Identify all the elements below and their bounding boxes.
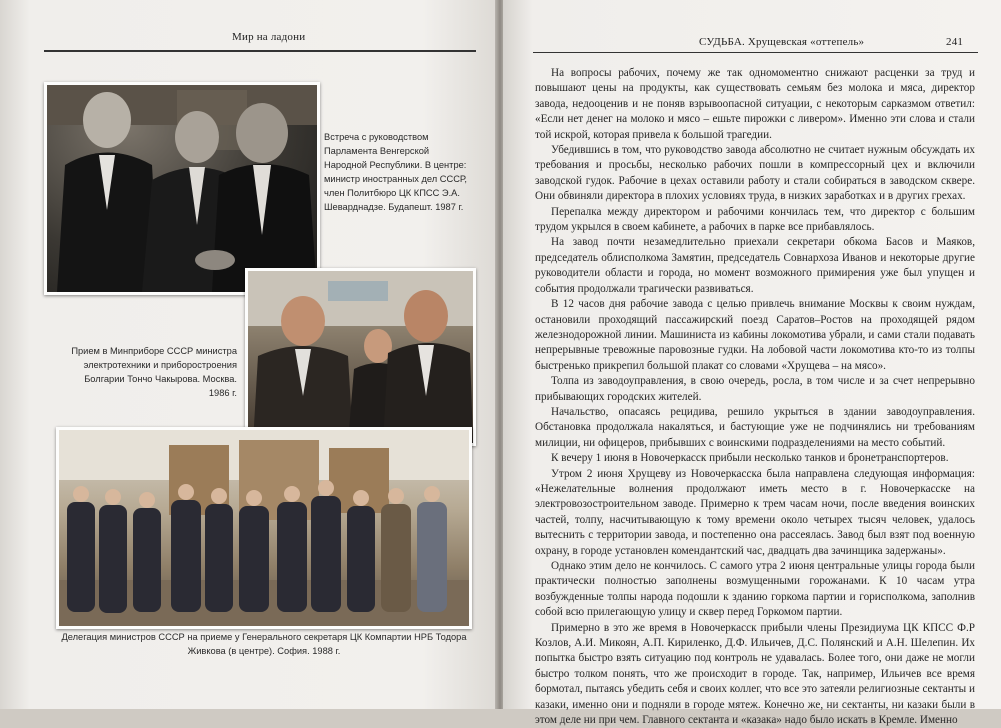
paragraph: На вопросы рабочих, почему же так одномоментно снижают расценки за труд и повышают цены на продукты, как существовать семьям без молока и мяса, директор завода, недооценив и не поняв взрывоопасной ситуации, с некоторым сарказмом ответил: «Если нет денег на молоко и мясо – ешьте пирожки с ливером». Именно эти слова и стали той искрой, которая привела к большой трагедии.: [535, 67, 975, 141]
caption-photo-1: Встреча с руководством Парламента Венгерской Народной Республики. В центре: министр иностранных дел СССР, член Политбюро ЦК КПСС Э.А. Шеварднадзе. Будапешт. 1987 г.: [324, 132, 467, 212]
right-running-head: СУДЬБА. Хрущевская «оттепель»: [699, 36, 865, 48]
paragraph: В 12 часов дня рабочие завода с целью привлечь внимание Москвы к своим нуждам, остановили проходящий пассажирский поезд Саратов–Ростов на проходящей рядом железнодорожной линии. Машиниста из кабины локомотива убрали, и сами стали подавать непрерывные тревожные паровозные гудки. На лобовой части локомотива кто-то из толпы быстренько прикрепил большой плакат со словами «Хрущева – на мясо».: [535, 298, 975, 372]
paragraph: Убедившись в том, что руководство завода абсолютно не считает нужным обсуждать их требования и просьбы, несколько рабочих пошли в компрессорный цех и включили заводской гудок. Рабочие в цехах оставили работу и стали собираться в заводском сквере. Они обвиняли директора в плохих условиях труда, в низких заработках и в других грехах.: [535, 144, 975, 203]
paragraph: К вечеру 1 июня в Новочеркасск прибыли несколько танков и бронетранспортеров.: [551, 452, 949, 465]
caption-photo-2: Прием в Минприборе СССР министра электротехники и приборостроения Болгарии Тончо Чакырова. Москва. 1986 г.: [71, 346, 237, 398]
paragraph: Толпа из заводоуправления, в свою очередь, росла, в том числе и за счет непрерывно прибывающих городских жителей.: [535, 375, 975, 403]
photo-delegation-sofia: [56, 427, 472, 629]
page-number: 241: [946, 36, 964, 48]
left-running-head: Мир на ладони: [232, 31, 306, 43]
paragraph: На завод почти незамедлительно приехали секретари обкома Басов и Маяков, председатель облисполкома Замятин, председатель Совнархоза Иванов и некоторые другие руководители области и города, но момент возможного примирения уже был упущен и события продолжали трагически развиваться.: [535, 236, 975, 295]
left-header-rule: [44, 50, 476, 52]
body-text: [535, 66, 975, 728]
paragraph: Однако этим дело не кончилось. С самого утра 2 июня центральные улицы города были практически полностью заполнены возмущенными горожанами. К 10 часам утра возбужденные толпы народа подошли к зданию горкома партии и горисполкома, заполнив собой всю прилегающую улицу и сквер перед Горкомом партии.: [535, 560, 975, 619]
caption-photo-3: Делегация министров СССР на приеме у Генерального секретаря ЦК Компартии НРБ Тодора Живкова (в центре). София. 1988 г.: [61, 632, 467, 656]
left-page: [0, 0, 497, 709]
paragraph: Утром 2 июня Хрущеву из Новочеркасска была направлена следующая информация: «Нежелательные волнения продолжают иметь место в г. Новочеркасске на электровозостроительном заводе. Примерно к трем часам ночи, после введения воинских частей, толпу, насчитывающую к тому времени около четырех тысяч человек, удалось вытеснить с территории завода, и постепенно она рассеялась. Завод был взят под военную охрану, в городе установлен комендантский час, двадцать два зачинщика задержаны».: [535, 467, 975, 557]
paragraph: Начальство, опасаясь рецидива, решило укрыться в здании заводоуправления. Обстановка продолжала накаляться, и бастующие уже не подчинялись ни требованиям милиции, ни офицеров, прибывших с воинскими подразделениями на место событий.: [535, 405, 975, 449]
photo-meeting-hungary: [44, 82, 320, 295]
photo-reception-minpribor: [245, 268, 476, 446]
paragraph: Примерно в это же время в Новочеркасск прибыли члены Президиума ЦК КПСС Ф.Р Козлов, А.И. Микоян, А.П. Кириленко, Д.Ф. Ильичев, Д.С. Полянский и А.Н. Шелепин. Их попытка быстро взять ситуацию под контроль не удавалась. Более того, они даже не могли быстро толком понять, что же происходит в городе. Так, например, Ильичев все время бормотал, пытаясь убедить себя и своих коллег, что все это затеяли религиозные сектанты и казаки, именно они и подняли в городе мятеж. Конечно же, ни сектанты, ни казаки были в этом деле ни при чем. Главного сектанта и «казака» надо было искать в Кремле. Именно: [535, 621, 975, 727]
paragraph: Перепалка между директором и рабочими кончилась тем, что директор с большим трудом укрылся в своем кабинете, а рабочих в парке все прибавлялось.: [535, 205, 975, 234]
right-header-rule: [533, 52, 978, 53]
